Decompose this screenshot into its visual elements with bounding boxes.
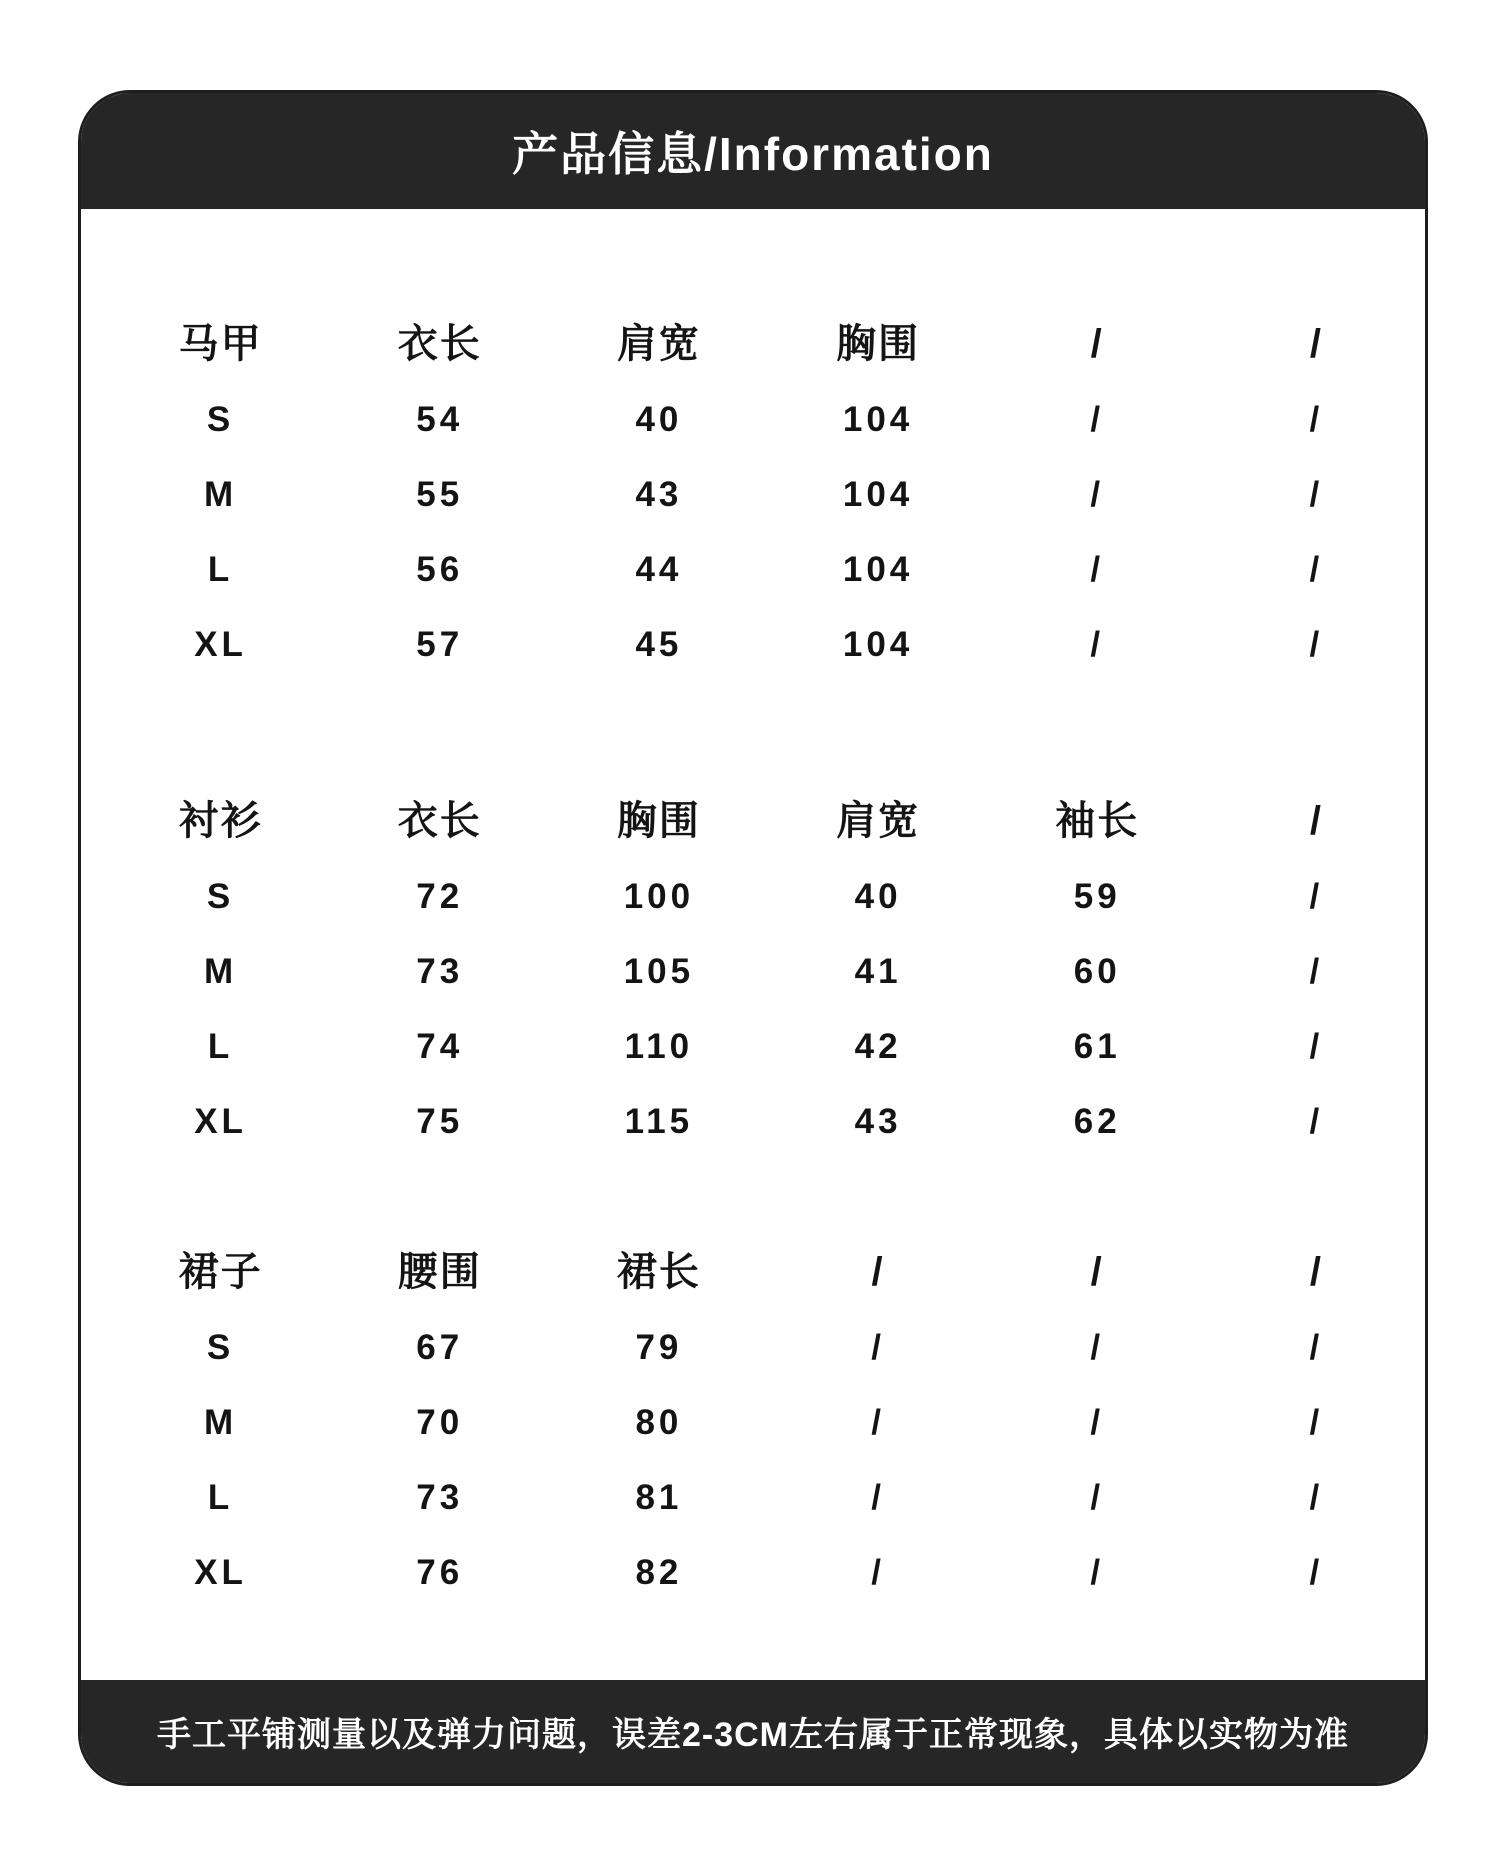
table-cell: / (1309, 877, 1324, 916)
measurement-disclaimer: 手工平铺测量以及弹力问题，误差2-3CM左右属于正常现象，具体以实物为准 (156, 1716, 1349, 1754)
card-footer-bar (81, 1680, 1425, 1783)
card-body (81, 209, 1425, 1680)
table-cell: 80 (635, 1403, 683, 1442)
table-cell: / (1090, 475, 1105, 514)
table-cell: 81 (635, 1478, 683, 1517)
table-cell: 73 (416, 1478, 464, 1517)
column-header: 肩宽 (616, 322, 701, 366)
size-label-cell: S (206, 1328, 235, 1367)
size-label-cell: XL (194, 1553, 247, 1592)
size-label-cell: M (204, 1403, 238, 1442)
table-cell: 57 (416, 625, 464, 664)
table-cell: 76 (416, 1553, 464, 1592)
table-cell: 45 (635, 625, 683, 664)
table-cell: 110 (624, 1027, 694, 1066)
table-cell: / (1090, 625, 1105, 664)
table-cell: 41 (854, 952, 902, 991)
column-header: / (1309, 799, 1323, 843)
table-cell: / (1090, 400, 1105, 439)
table-cell: 104 (842, 625, 914, 664)
size-table-skirt (111, 1235, 1426, 1610)
column-header: / (1090, 322, 1104, 366)
table-cell: 43 (635, 475, 683, 514)
column-header: / (871, 1250, 885, 1294)
table-cell: 42 (854, 1027, 902, 1066)
column-header: / (1309, 1250, 1323, 1294)
table-cell: 67 (416, 1328, 464, 1367)
table-cell: / (1309, 1478, 1324, 1517)
card-header-bar (81, 93, 1425, 209)
table-cell: 104 (842, 550, 914, 589)
column-header: 衣长 (397, 322, 482, 366)
column-header: 裙子 (178, 1250, 263, 1294)
table-cell: / (1090, 1553, 1105, 1592)
size-label-cell: M (204, 475, 238, 514)
table-cell: / (871, 1478, 885, 1517)
table-cell: 70 (416, 1403, 464, 1442)
column-header: 胸围 (616, 799, 701, 843)
table-cell: / (1090, 1403, 1105, 1442)
table-cell: 44 (635, 550, 683, 589)
table-cell: 105 (623, 952, 695, 991)
table-cell: 100 (623, 877, 695, 916)
table-cell: / (1309, 475, 1324, 514)
table-cell: / (1309, 400, 1324, 439)
table-cell: / (1090, 1328, 1105, 1367)
table-cell: 115 (624, 1102, 694, 1141)
table-cell: / (1309, 1102, 1324, 1141)
table-cell: 55 (416, 475, 464, 514)
table-cell: 74 (416, 1027, 464, 1066)
column-header: 衣长 (397, 799, 482, 843)
size-label-cell: L (207, 1478, 234, 1517)
size-label-cell: XL (194, 625, 247, 664)
column-header: 衬衫 (178, 799, 263, 843)
table-cell: 43 (854, 1102, 902, 1141)
table-cell: / (1309, 1027, 1324, 1066)
table-cell: / (1309, 1328, 1324, 1367)
table-cell: 54 (416, 400, 464, 439)
table-cell: / (871, 1328, 885, 1367)
size-label-cell: S (206, 400, 235, 439)
table-cell: 104 (842, 475, 914, 514)
column-header: 马甲 (178, 322, 263, 366)
table-cell: 72 (416, 877, 464, 916)
table-cell: / (871, 1553, 885, 1592)
table-cell: / (1309, 952, 1324, 991)
product-info-card (78, 90, 1428, 1786)
table-cell: 40 (854, 877, 902, 916)
table-cell: 104 (842, 400, 914, 439)
table-cell: 40 (635, 400, 683, 439)
table-cell: / (1309, 625, 1324, 664)
column-header: / (1090, 1250, 1104, 1294)
table-cell: / (1309, 550, 1324, 589)
page-title: 产品信息/Information (512, 128, 994, 180)
size-label-cell: M (204, 952, 238, 991)
column-header: 肩宽 (836, 799, 921, 843)
column-header: 胸围 (836, 322, 921, 366)
table-cell: 61 (1073, 1027, 1121, 1066)
table-cell: 73 (416, 952, 464, 991)
table-cell: 62 (1073, 1102, 1121, 1141)
table-cell: 79 (635, 1328, 683, 1367)
size-label-cell: L (207, 550, 234, 589)
table-cell: 56 (416, 550, 464, 589)
table-cell: / (1090, 1478, 1105, 1517)
table-cell: / (871, 1403, 885, 1442)
column-header: 袖长 (1055, 799, 1140, 843)
table-cell: 75 (416, 1102, 464, 1141)
table-cell: 59 (1073, 877, 1121, 916)
table-cell: 82 (635, 1553, 683, 1592)
size-label-cell: S (206, 877, 235, 916)
column-header: 裙长 (616, 1250, 701, 1294)
size-label-cell: L (207, 1027, 234, 1066)
column-header: / (1309, 322, 1323, 366)
table-cell: / (1090, 550, 1105, 589)
table-cell: / (1309, 1553, 1324, 1592)
table-cell: / (1309, 1403, 1324, 1442)
size-label-cell: XL (194, 1102, 247, 1141)
column-header: 腰围 (397, 1250, 482, 1294)
size-table-shirt (111, 784, 1426, 1159)
size-table-vest (111, 307, 1426, 682)
table-cell: 60 (1073, 952, 1121, 991)
